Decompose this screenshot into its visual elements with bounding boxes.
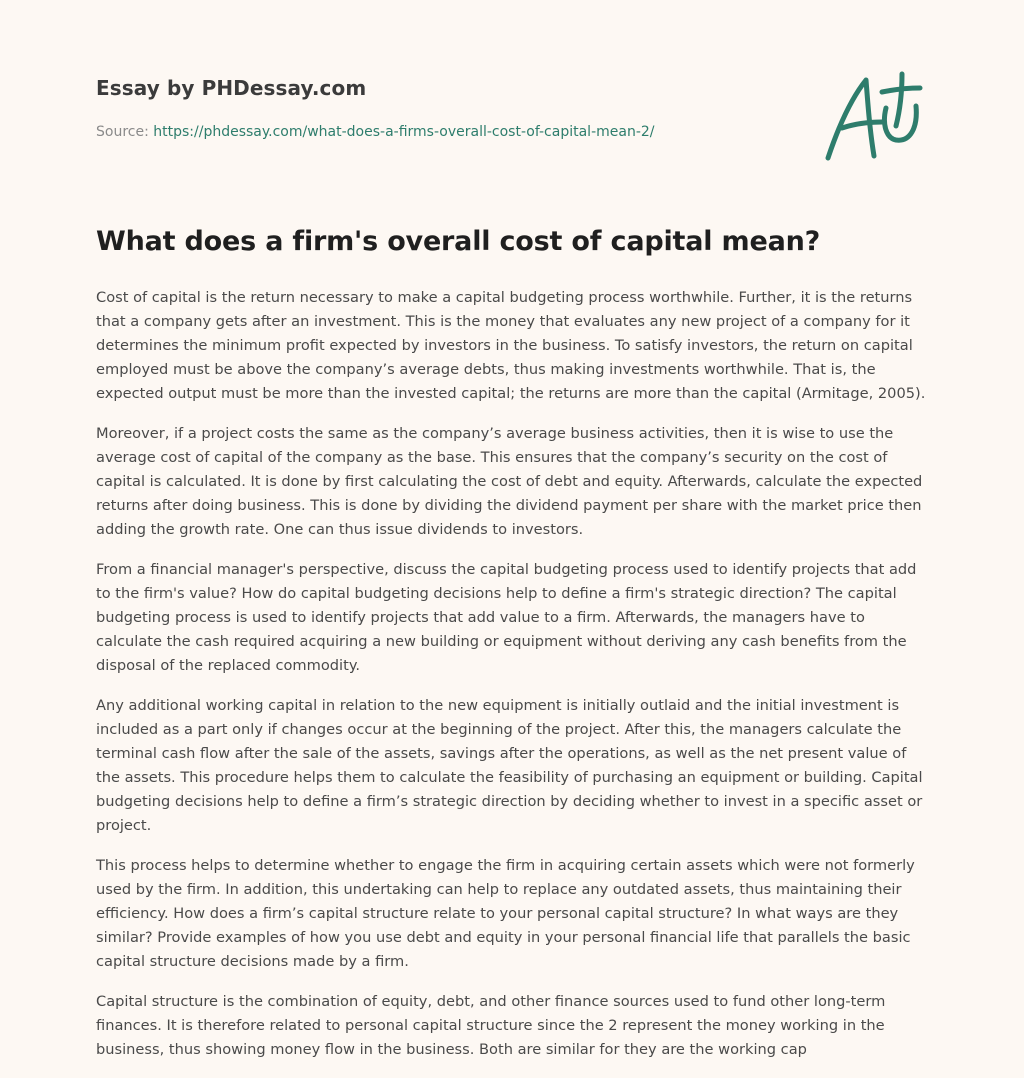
paragraph: Any additional working capital in relation to the new equipment is initially outlaid and the initial investment is included as a part only if changes occur at the beginning of the project. After this, the managers calculate the terminal cash flow after the sale of the assets, savings after the operations, as well as the net present value of the assets. This procedure helps them to calculate the feasibility of purchasing an equipment or building. Capital budgeting decisions help to define a firm’s strategic direction by deciding whether to invest in a specific asset or project. <box>96 697 923 834</box>
brand-title: Essay by PHDessay.com <box>96 76 367 100</box>
paragraph: From a financial manager's perspective, discuss the capital budgeting process used to identify projects that add to the firm's value? How do capital budgeting decisions help to define a firm's strategic direction? The capital budgeting process is used to identify projects that add value to a firm. Afterwards, the managers have to calculate the cash required acquiring a new building or equipment without deriving any cash benefits from the disposal of the replaced commodity. <box>96 561 917 674</box>
source-link[interactable]: https://phdessay.com/what-does-a-firms-overall-cost-of-capital-mean-2/ <box>153 124 655 140</box>
article-body <box>96 286 928 1078</box>
page-title: What does a firm's overall cost of capital mean? <box>96 226 821 257</box>
source-label: Source: <box>96 124 149 140</box>
paragraph: Cost of capital is the return necessary to make a capital budgeting process worthwhile. Further, it is the returns that a company gets after an investment. This is the money that evaluates any new project of a company for it determines the minimum profit expected by investors in the business. To satisfy investors, the return on capital employed must be above the company’s average debts, thus making investments worthwhile. That is, the expected output must be more than the invested capital; the returns are more than the capital (Armitage, 2005). <box>96 289 926 402</box>
a-plus-grade-icon <box>820 66 930 166</box>
paragraph: Capital structure is the combination of equity, debt, and other finance sources used to fund other long-term finances. It is therefore related to personal capital structure since the 2 represent the money working in the business, thus showing money flow in the business. Both are similar for they are the working cap <box>96 993 886 1058</box>
paragraph: Moreover, if a project costs the same as the company’s average business activities, then it is wise to use the average cost of capital of the company as the base. This ensures that the company’s security on the cost of capital is calculated. It is done by first calculating the cost of debt and equity. Afterwards, calculate the expected returns after doing business. This is done by dividing the dividend payment per share with the market price then adding the growth rate. One can thus issue dividends to investors. <box>96 425 923 538</box>
source-line <box>96 124 796 140</box>
paragraph: This process helps to determine whether to engage the firm in acquiring certain assets which were not formerly used by the firm. In addition, this undertaking can help to replace any outdated assets, thus maintaining their efficiency. How does a firm’s capital structure relate to your personal capital structure? In what ways are they similar? Provide examples of how you use debt and equity in your personal financial life that parallels the basic capital structure decisions made by a firm. <box>96 857 915 970</box>
document-header <box>96 76 796 140</box>
